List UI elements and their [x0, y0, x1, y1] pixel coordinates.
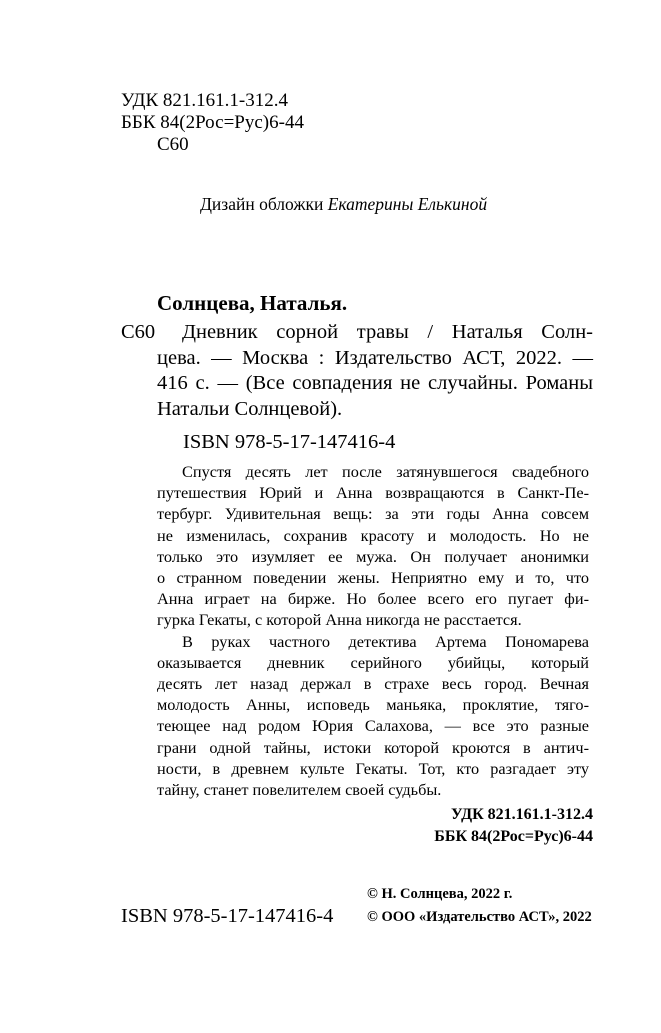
- bibliography-author-mark: С60: [121, 321, 156, 343]
- bib-line: цева. — Москва : Издательство АСТ, 2022. —: [157, 346, 593, 369]
- annotation-line: только это изумляет ее мужа. Он получает анонимки: [157, 546, 589, 566]
- author-mark: С60: [157, 134, 189, 155]
- author-heading: Солнцева, Наталья.: [157, 291, 348, 315]
- udk-code-bottom: УДК 821.161.1-312.4: [450, 806, 593, 823]
- annotation-line: десять лет назад держал в страхе весь город. Вечная: [157, 674, 589, 694]
- annotation-line: теющее над родом Юрия Салахова, — все это разные: [157, 716, 589, 736]
- annotation-line: не изменилась, сохранив красоту и молодость. Но не: [157, 525, 589, 545]
- annotation-line: тербург. Удивительная вещь: за эти годы Анна совсем: [157, 504, 589, 524]
- annotation: [157, 461, 589, 800]
- annotation-line: грани одной тайны, истоки которой кроются в антич-: [157, 737, 589, 757]
- annotation-line: тайну, станет повелителем своей судьбы.: [157, 780, 442, 800]
- annotation-line: оказывается дневник серийного убийцы, который: [157, 652, 589, 672]
- isbn-footer: ISBN 978-5-17-147416-4: [121, 905, 334, 927]
- bib-line: Дневник сорной травы / Наталья Солн-: [182, 321, 593, 343]
- copyright-author: © Н. Солнцева, 2022 г.: [367, 886, 513, 902]
- annotation-line: о странном поведении жены. Неприятно ему и то, что: [157, 568, 589, 588]
- bibliographic-description: [157, 320, 593, 422]
- bbk-code: ББК 84(2Рос=Рус)6-44: [121, 112, 304, 133]
- annotation-line: В руках частного детектива Артема Пономарева: [182, 631, 589, 651]
- cover-designer-name: Екатерины Елькиной: [327, 194, 488, 214]
- annotation-line: Спустя десять лет после затянувшегося свадебного: [182, 462, 589, 481]
- bib-line: Натальи Солнцевой).: [157, 397, 343, 420]
- bib-line: 416 с. — (Все совпадения не случайны. Романы: [157, 372, 593, 394]
- isbn: ISBN 978-5-17-147416-4: [183, 431, 396, 453]
- udk-code: УДК 821.161.1-312.4: [121, 90, 288, 111]
- annotation-line: Анна играет на бирже. Но более всего его пугает фи-: [157, 589, 589, 609]
- copyright-publisher: © ООО «Издательство АСТ», 2022: [367, 909, 592, 925]
- bbk-code-bottom: ББК 84(2Рос=Рус)6-44: [434, 828, 593, 845]
- annotation-line: путешествия Юрий и Анна возвращаются в Санкт-Пе-: [157, 483, 589, 503]
- annotation-line: молодость Анны, исповедь маньяка, проклятие, тяго-: [157, 695, 589, 715]
- cover-design-label: Дизайн обложки: [200, 194, 328, 214]
- annotation-line: ности, в древнем культе Гекаты. Тот, кто разгадает эту: [157, 758, 589, 778]
- cover-design-credit: [200, 193, 487, 215]
- annotation-line: гурка Гекаты, с которой Анна никогда не расстается.: [157, 610, 522, 630]
